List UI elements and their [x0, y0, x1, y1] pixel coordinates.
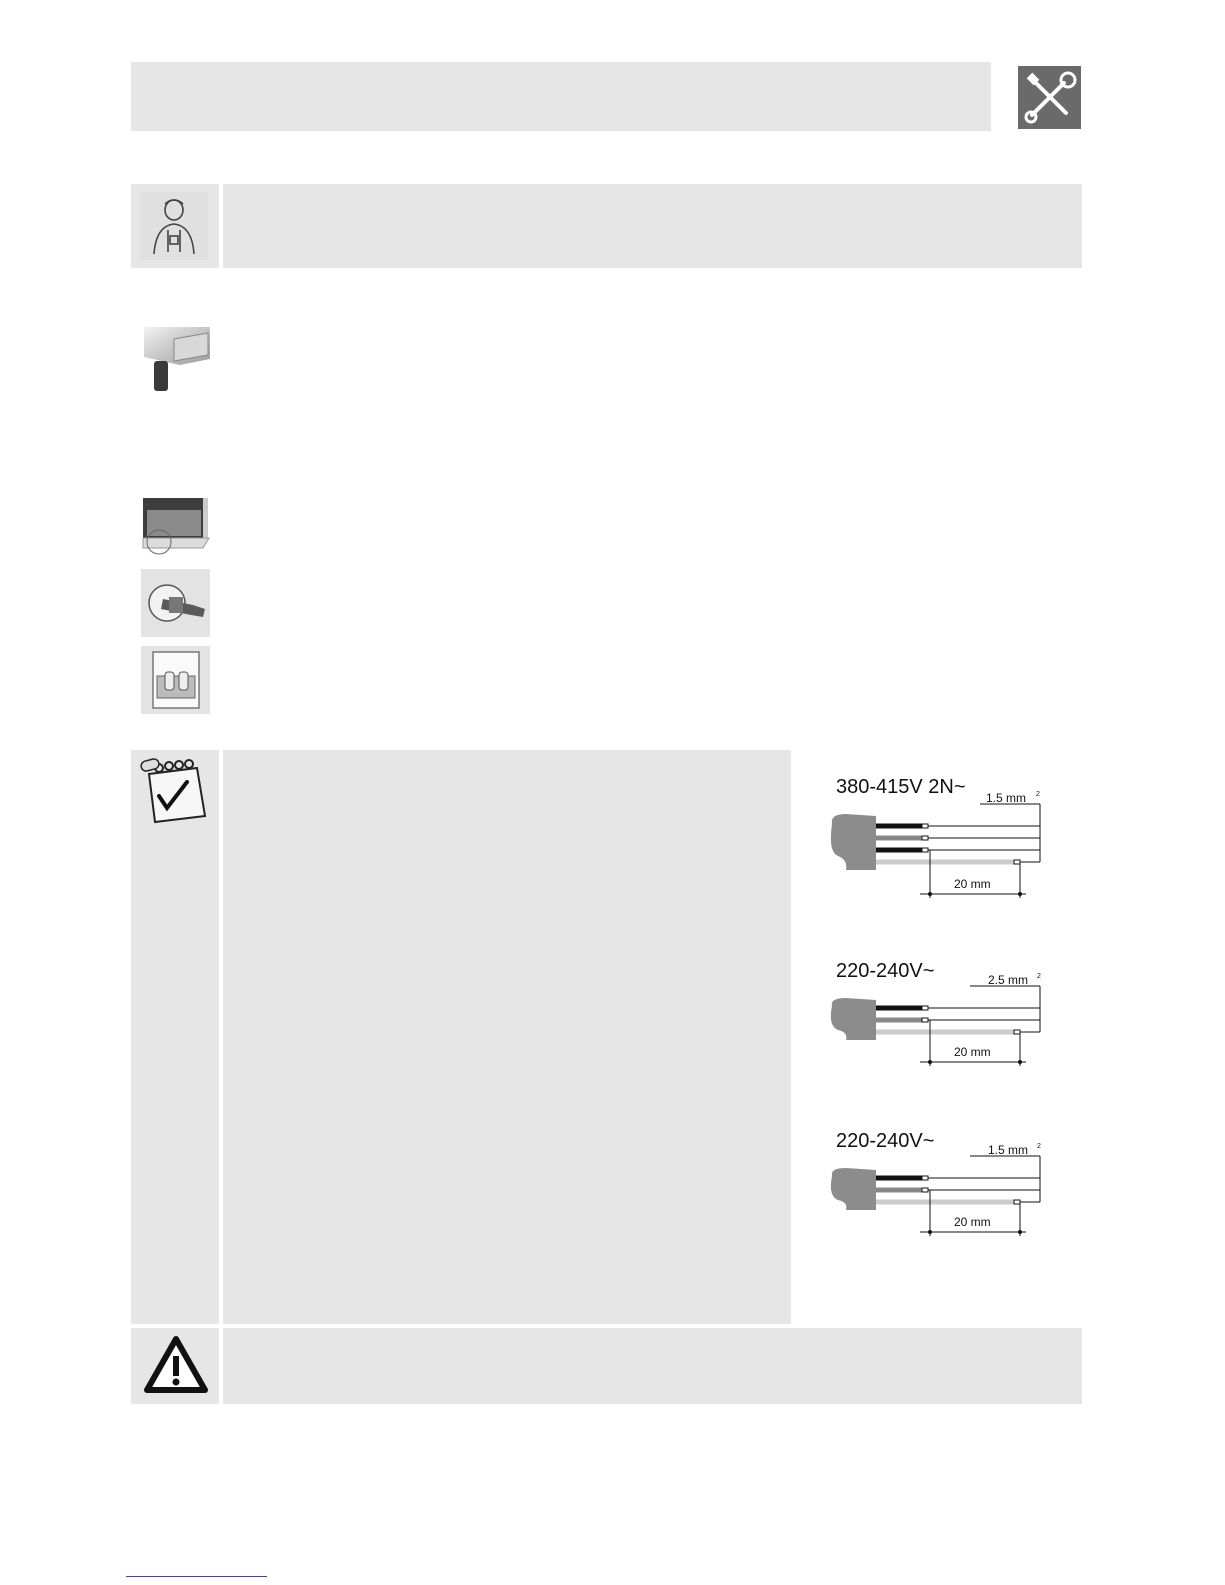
technician-note-panel — [223, 184, 1082, 268]
section-label: 2.5 mm — [988, 973, 1029, 987]
strip-length-label: 20 mm — [954, 1045, 991, 1059]
wiring-diagram-3 — [818, 1130, 1058, 1290]
circuit-breaker-icon — [141, 646, 210, 714]
warning-panel — [223, 1328, 1082, 1404]
wiring-diagram-1 — [818, 776, 1058, 936]
section-label: 1.5 mm — [988, 1143, 1029, 1157]
technician-icon-cell — [131, 184, 219, 268]
section-superscript: 2 — [1037, 973, 1041, 980]
wiring-diagram-2 — [818, 960, 1058, 1120]
oven-plate-icon — [141, 496, 210, 558]
voltage-label: 220-240V~ — [836, 960, 935, 982]
voltage-label: 380-415V 2N~ — [836, 776, 966, 798]
plug-socket-icon — [141, 569, 210, 637]
strip-length-label: 20 mm — [954, 877, 991, 891]
section-label: 1.5 mm — [986, 791, 1027, 805]
section-superscript: 2 — [1037, 1143, 1041, 1150]
warning-triangle-icon — [143, 1334, 209, 1396]
header-bar — [131, 62, 991, 131]
technician-icon — [140, 192, 208, 260]
wrench-screwdriver-icon — [1018, 66, 1081, 129]
voltage-label: 220-240V~ — [836, 1130, 935, 1152]
appliance-foot-icon — [140, 325, 212, 397]
wiring-drawing — [818, 1130, 1058, 1240]
note-icon-cell — [131, 750, 219, 1324]
notepad-check-icon — [137, 754, 213, 826]
warning-icon-cell — [131, 1328, 219, 1404]
strip-length-label: 20 mm — [954, 1215, 991, 1229]
note-panel — [223, 750, 791, 1324]
footer-link-underline[interactable] — [126, 1576, 267, 1577]
wiring-drawing — [818, 776, 1058, 906]
section-superscript: 2 — [1036, 791, 1040, 798]
wiring-drawing — [818, 960, 1058, 1070]
